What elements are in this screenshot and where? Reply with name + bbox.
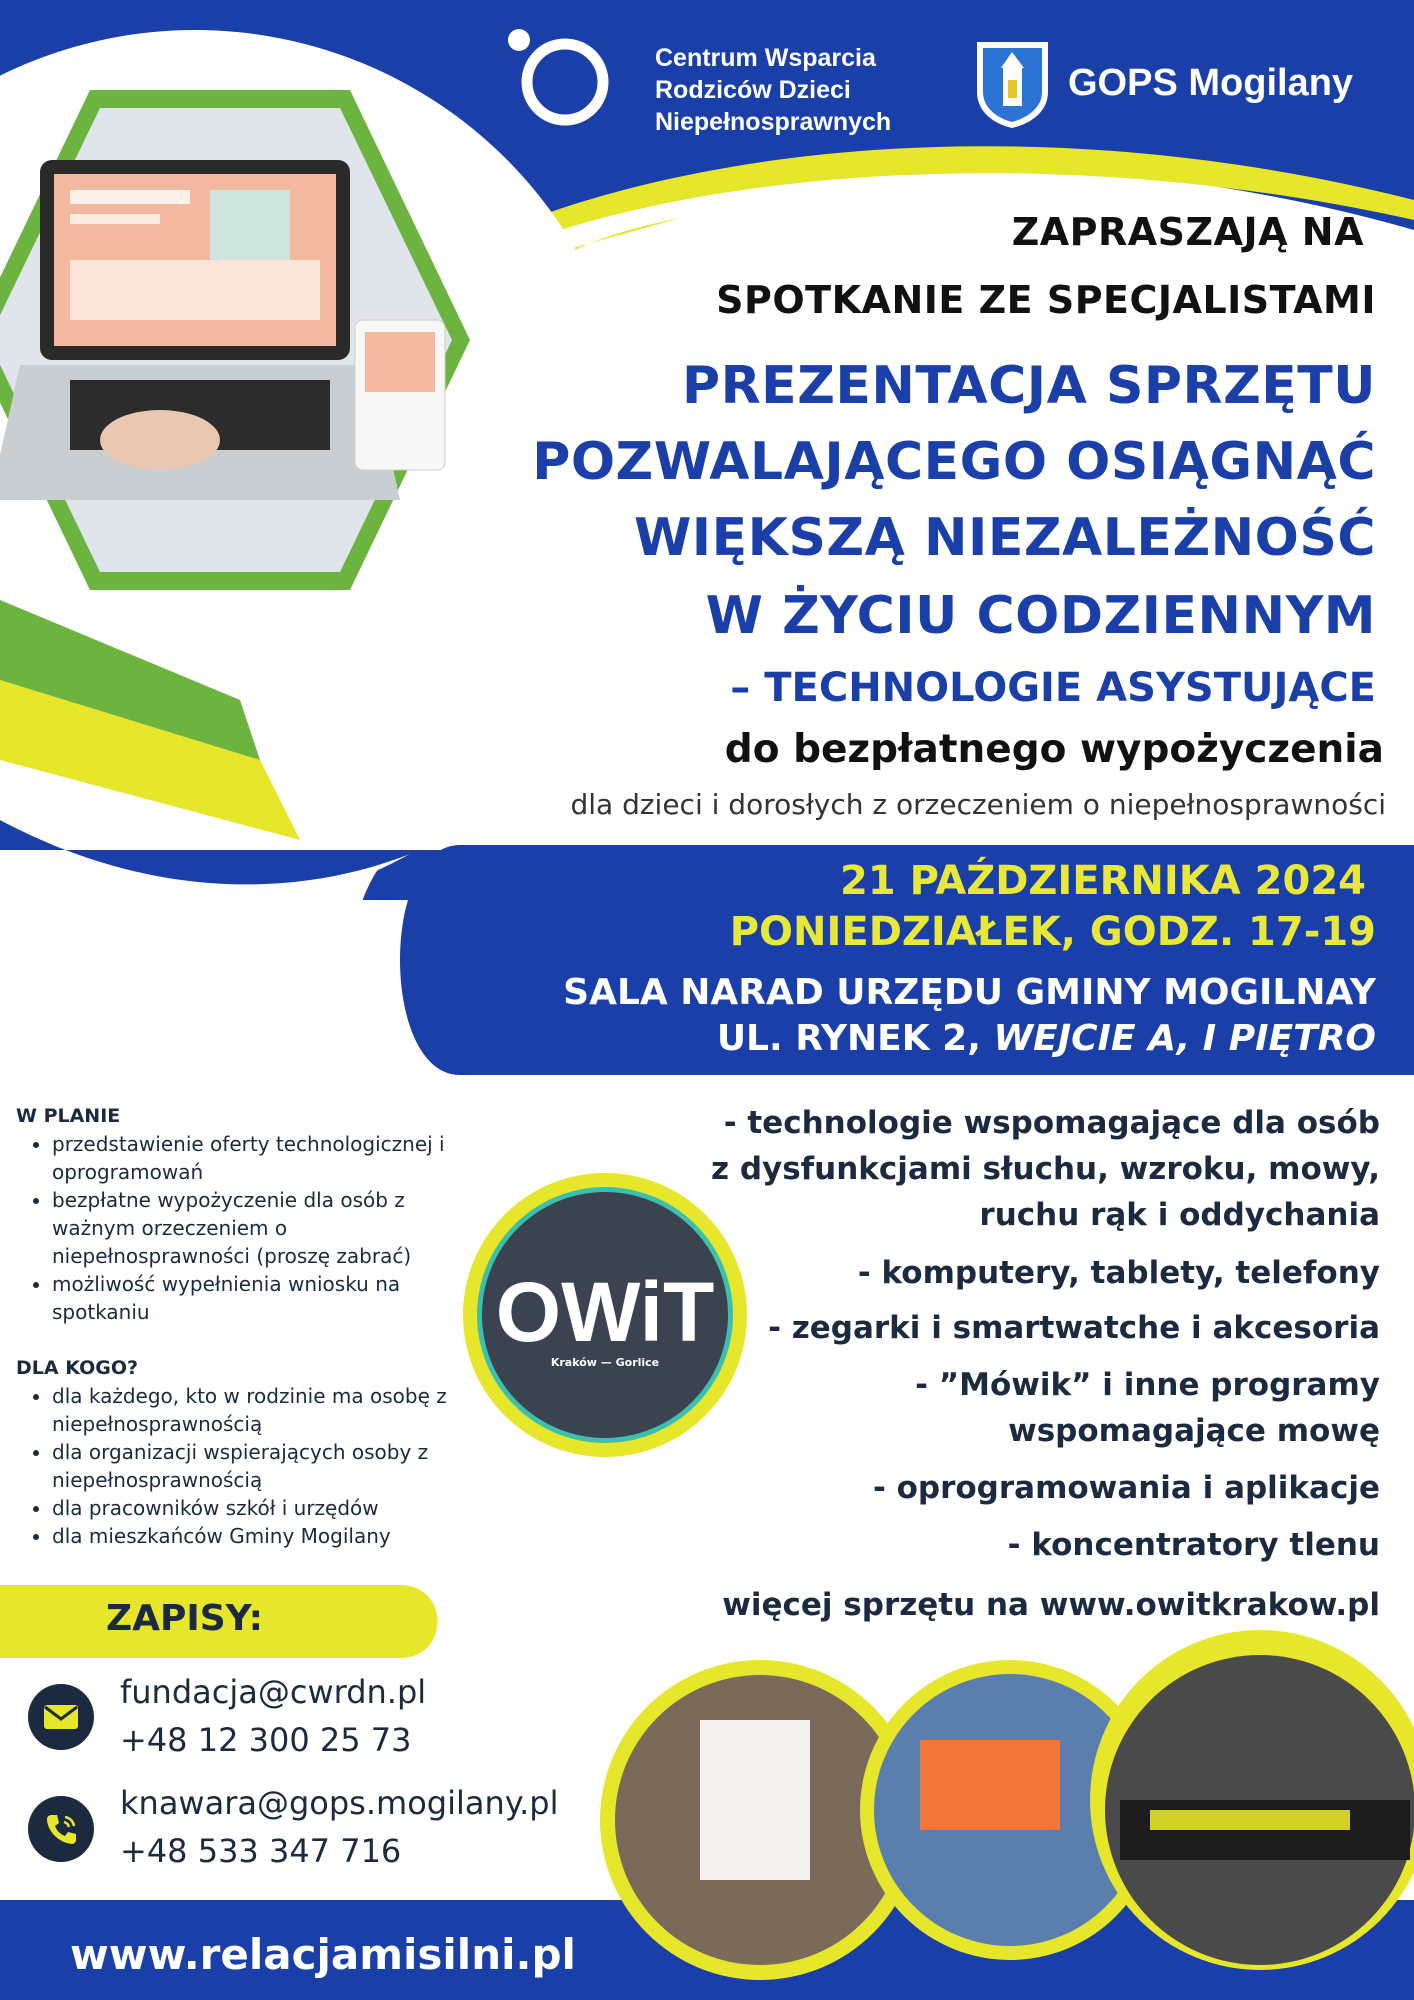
phone-icon xyxy=(28,1796,94,1862)
cwrdn-name: Centrum Wsparcia Rodziców Dzieci Niepełnosprawnych xyxy=(655,44,892,136)
for-whom-heading: DLA KOGO? xyxy=(16,1357,138,1379)
gops-crest-icon xyxy=(975,40,1050,130)
cwrdn-logo xyxy=(505,24,615,134)
hand xyxy=(100,410,220,470)
event-venue: SALA NARAD URZĘDU GMINY MOGILNAY xyxy=(563,972,1376,1013)
email-icon xyxy=(28,1684,94,1750)
plan-list xyxy=(16,1130,456,1326)
title-subtitle: – TECHNOLOGIE ASYSTUJĄCE xyxy=(730,665,1376,711)
feature-3: - zegarki i smartwatche i akcesoria xyxy=(768,1310,1380,1346)
feature-5: - oprogramowania i aplikacje xyxy=(872,1470,1380,1506)
plan-heading: W PLANIE xyxy=(16,1105,121,1127)
title-line-2: POZWALAJĄCEGO OSIĄGNĄĆ xyxy=(532,432,1376,492)
list-item: • bezpłatne wypożyczenie dla osób z ważnym orzeczeniem o niepełnosprawności (proszę zabrać) xyxy=(52,1186,456,1270)
feature-2: - komputery, tablety, telefony xyxy=(857,1255,1380,1291)
list-item: • możliwość wypełnienia wniosku na spotkaniu xyxy=(52,1270,456,1326)
list-item: • dla organizacji wspierających osoby z niepełnosprawnością xyxy=(52,1438,456,1494)
event-address-italic: WEJCIE A, I PIĘTRO xyxy=(993,1018,1376,1059)
gops-name: GOPS Mogilany xyxy=(1068,62,1354,104)
more-equipment-link[interactable]: więcej sprzętu na www.owitkrakow.pl xyxy=(722,1587,1380,1623)
feature-1: - technologie wspomagające dla osób z dysfunkcjami słuchu, wzroku, mowy, ruchu rąk i oddychania xyxy=(710,1105,1380,1233)
list-item: • dla pracowników szkół i urzędów xyxy=(52,1494,456,1522)
list-item: • dla każdego, kto w rodzinie ma osobę z niepełnosprawnością xyxy=(52,1382,456,1438)
event-address-plain: UL. RYNEK 2, xyxy=(716,1018,981,1059)
invite-line-2: SPOTKANIE ZE SPECJALISTAMI xyxy=(716,278,1376,322)
for-whom-list xyxy=(16,1382,456,1550)
title-line-3: WIĘKSZĄ NIEZALEŻNOŚĆ xyxy=(633,508,1376,568)
phone-link-2[interactable]: +48 533 347 716 xyxy=(120,1832,402,1870)
free-loan-text: do bezpłatnego wypożyczenia xyxy=(724,727,1384,772)
plan-section xyxy=(16,1102,456,1550)
feature-6: - koncentratory tlenu xyxy=(1007,1527,1380,1563)
feature-4: - ”Mówik” i inne programy wspomagające mowę xyxy=(915,1367,1380,1449)
owit-caption: Kraków — Gorlice xyxy=(550,1356,660,1369)
phone-link-1[interactable]: +48 12 300 25 73 xyxy=(120,1721,412,1759)
footer-url[interactable]: www.relacjamisilni.pl xyxy=(70,1930,576,1979)
title-line-1: PREZENTACJA SPRZĘTU xyxy=(682,356,1376,416)
invite-line-1: ZAPRASZAJĄ NA xyxy=(1011,210,1364,254)
contact-group-1 xyxy=(120,1668,426,1764)
list-item: • przedstawienie oferty technologicznej i oprogramowań xyxy=(52,1130,456,1186)
email-link-1[interactable]: fundacja@cwrdn.pl xyxy=(120,1673,427,1711)
list-item: • dla mieszkańców Gminy Mogilany xyxy=(52,1522,456,1550)
signup-heading: ZAPISY: xyxy=(106,1598,264,1639)
cwrdn-ring-icon xyxy=(505,24,615,134)
owit-brand: OWiT xyxy=(495,1265,715,1359)
event-day-time: PONIEDZIAŁEK, GODZ. 17-19 xyxy=(729,909,1376,955)
email-link-2[interactable]: knawara@gops.mogilany.pl xyxy=(120,1784,559,1822)
title-line-4: W ŻYCIU CODZIENNYM xyxy=(705,586,1376,646)
audience-text: dla dzieci i dorosłych z orzeczeniem o niepełnosprawności xyxy=(570,788,1386,821)
contact-group-2 xyxy=(120,1779,559,1875)
event-date: 21 PAŹDZIERNIKA 2024 xyxy=(840,858,1366,904)
event-address xyxy=(717,1016,1376,1062)
